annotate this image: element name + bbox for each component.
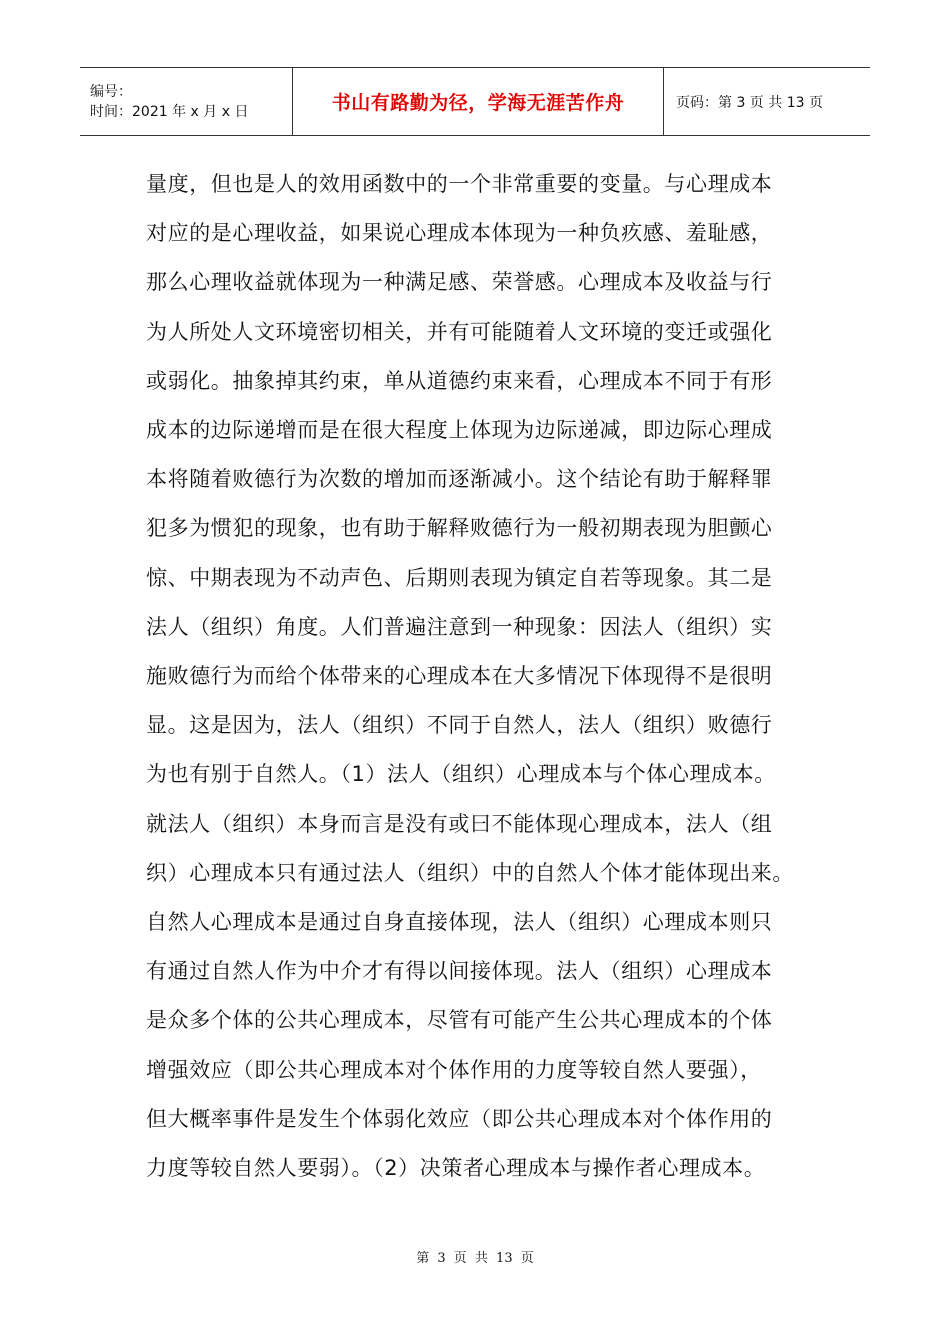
header-meta-cell [80,68,293,136]
page-header [80,67,870,136]
text-line: 犯多为惯犯的现象，也有助于解释败德行为一般初期表现为胆颤心 [146,516,773,541]
text-line: 施败德行为而给个体带来的心理成本在大多情况下体现得不是很明 [146,664,773,689]
text-line: 但大概率事件是发生个体弱化效应（即公共心理成本对个体作用的 [146,1106,773,1131]
date-line: 时间：2021 年 x 月 x 日 [90,103,249,120]
text-line: 织）心理成本只有通过法人（组织）中的自然人个体才能体现出来。 [146,860,794,885]
text-line: 为也有别于自然人。（1）法人（组织）心理成本与个体心理成本。 [146,762,776,787]
text-line: 力度等较自然人要弱）。（2）决策者心理成本与操作者心理成本。 [146,1156,766,1181]
text-line: 有通过自然人作为中介才有得以间接体现。法人（组织）心理成本 [146,959,773,984]
text-line: 惊、中期表现为不动声色、后期则表现为镇定自若等现象。其二是 [146,565,773,590]
text-line: 为人所处人文环境密切相关，并有可能随着人文环境的变迁或强化 [146,319,773,344]
text-line: 自然人心理成本是通过自身直接体现，法人（组织）心理成本则只 [146,910,773,935]
text-line: 或弱化。抽象掉其约束，单从道德约束来看，心理成本不同于有形 [146,368,773,393]
header-page-info: 页码：第 3 页 共 13 页 [664,68,871,136]
text-line: 是众多个体的公共心理成本，尽管有可能产生公共心理成本的个体 [146,1008,773,1033]
text-line: 量度，但也是人的效用函数中的一个非常重要的变量。与心理成本 [146,172,773,196]
text-line: 显。这是因为，法人（组织）不同于自然人，法人（组织）败德行 [146,713,773,738]
text-line: 成本的边际递增而是在很大程度上体现为边际递减，即边际心理成 [146,418,773,443]
header-motto: 书山有路勤为径，学海无涯苦作舟 [293,68,664,136]
body-paragraph [146,160,818,1193]
text-line: 增强效应（即公共心理成本对个体作用的力度等较自然人要强）， [146,1057,762,1082]
text-line: 法人（组织）角度。人们普遍注意到一种现象：因法人（组织）实 [146,614,773,639]
text-line: 那么心理收益就体现为一种满足感、荣誉感。心理成本及收益与行 [146,270,773,295]
page-footer: 第 3 页 共 13 页 [416,1251,534,1266]
text-line: 本将随着败德行为次数的增加而逐渐减小。这个结论有助于解释罪 [146,467,773,492]
doc-number-label: 编号： [90,83,132,100]
text-line: 对应的是心理收益，如果说心理成本体现为一种负疚感、羞耻感， [146,221,773,246]
text-line: 就法人（组织）本身而言是没有或曰不能体现心理成本，法人（组 [146,811,773,836]
